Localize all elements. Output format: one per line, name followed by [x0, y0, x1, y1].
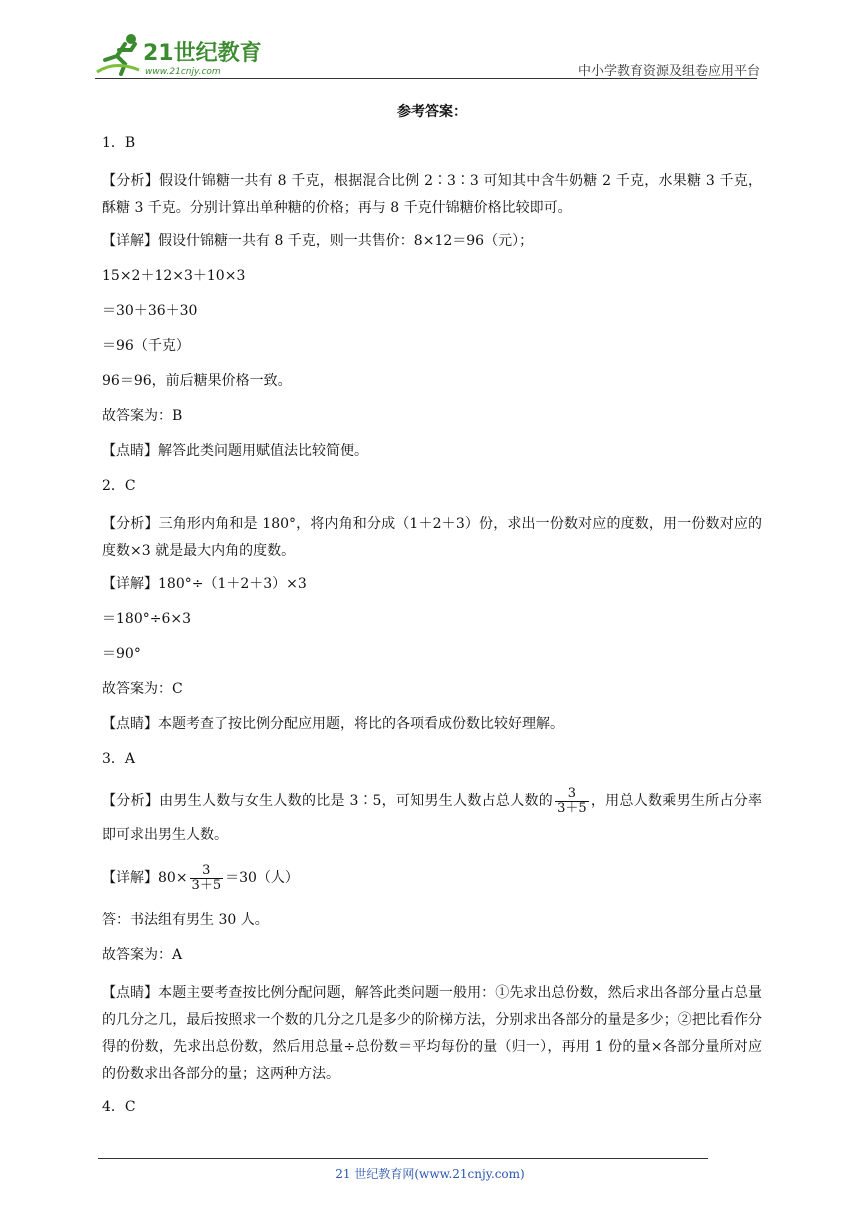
q3-answer: 3．A	[102, 751, 136, 767]
q3-comment: 【点睛】本题主要考查按比例分配问题，解答此类问题一般用：①先求出总份数，然后求出各部分量占总量的几分之几，最后按照求一个数的几分之几是多少的阶梯方法，分别求出各部分的量是多少；②把比看作分得的份数，先求出总份数，然后用总量÷总份数＝平均每份的量（归一），再用 1 份的量×各部分量所对应的份数求出各部分的量；这两种方法。	[102, 985, 762, 1082]
fraction-denominator: 3＋5	[557, 800, 587, 816]
q2-analysis: 【分析】三角形内角和是 180°，将内角和分成（1＋2＋3）份，求出一份数对应的度数，用一份数对应的度数×3 就是最大内角的度数。	[102, 516, 762, 559]
page-header	[95, 30, 760, 80]
q4-answer: 4．C	[102, 1099, 136, 1115]
fraction-numerator: 3	[202, 862, 211, 878]
q3-reply: 答：书法组有男生 30 人。	[102, 912, 269, 928]
q1-analysis: 【分析】假设什锦糖一共有 8 千克，根据混合比例 2∶3∶3 可知其中含牛奶糖 2 千克，水果糖 3 千克，酥糖 3 千克。分别计算出单种糖的价格；再与 8 千克什锦糖价格比较即可。	[102, 173, 762, 216]
page-title: 参考答案：	[397, 104, 467, 120]
q3-analysis-part1: 【分析】由男生人数与女生人数的比是 3∶5，可知男生人数占总人数的	[102, 793, 554, 809]
logo-url: www.21cnjy.com	[145, 67, 221, 77]
logo-21cnjy	[95, 30, 265, 78]
logo-text: 21世纪教育	[143, 41, 262, 66]
q1-detail: 【详解】假设什锦糖一共有 8 千克，则一共售价：8×12＝96（元）；	[102, 233, 534, 249]
q3-final: 故答案为：A	[102, 947, 183, 963]
header-divider	[95, 78, 757, 79]
q2-final: 故答案为：C	[102, 681, 183, 697]
header-platform-text: 中小学教育资源及组卷应用平台	[577, 64, 760, 79]
q2-step2: ＝90°	[102, 646, 141, 662]
q3-analysis	[102, 784, 762, 852]
answer-content	[102, 93, 762, 1132]
fraction-numerator: 3	[567, 785, 576, 801]
running-man-icon	[97, 34, 139, 74]
q2-answer: 2．C	[102, 478, 136, 494]
fraction-denominator: 3＋5	[191, 877, 222, 893]
q1-step2: ＝30＋36＋30	[102, 303, 198, 319]
q1-step4: 96＝96，前后糖果价格一致。	[102, 373, 292, 389]
footer-divider	[98, 1158, 708, 1159]
q3-detail	[102, 861, 762, 895]
fraction	[190, 864, 224, 893]
q2-step1: ＝180°÷6×3	[102, 611, 191, 627]
q3-detail-part1: 【详解】80×	[102, 870, 188, 886]
q2-detail: 【详解】180°÷（1＋2＋3）×3	[102, 576, 307, 592]
q1-final: 故答案为：B	[102, 408, 183, 424]
q2-comment: 【点睛】本题考查了按比例分配应用题，将比的各项看成份数比较好理解。	[102, 716, 564, 732]
fraction	[555, 787, 589, 816]
q3-analysis-part2: ，用总人数乘男生所占分率即可求出男生人数。	[102, 793, 763, 843]
q3-detail-part2: ＝30（人）	[225, 870, 299, 886]
q1-answer: 1．B	[102, 135, 136, 151]
q1-comment: 【点睛】解答此类问题用赋值法比较简便。	[102, 443, 368, 459]
q1-step1: 15×2＋12×3＋10×3	[102, 268, 246, 284]
footer-text: 21 世纪教育网(www.21cnjy.com)	[335, 1167, 525, 1181]
q1-step3: ＝96（千克）	[102, 338, 190, 354]
